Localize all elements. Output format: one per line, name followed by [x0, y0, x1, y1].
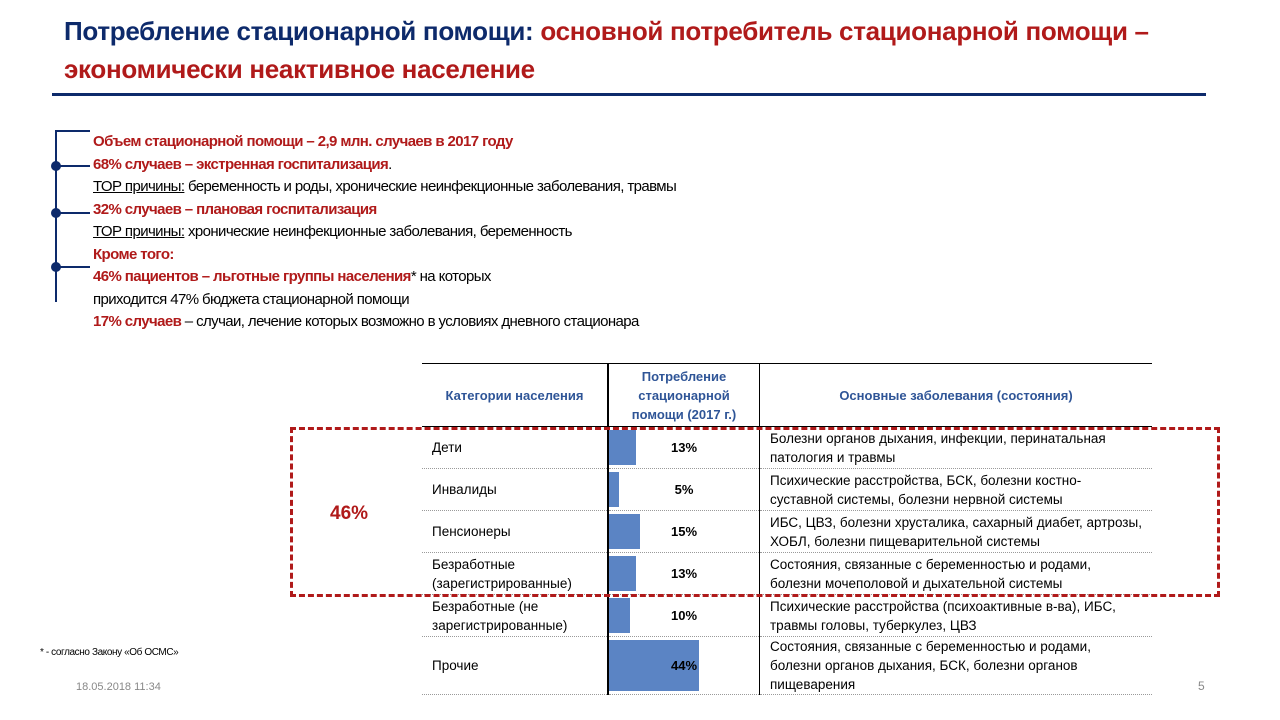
fact-privileged-tail: * на которых: [410, 268, 491, 285]
row-category: Безработные (зарегистрированные): [422, 553, 608, 595]
row-diseases: Состояния, связанные с беременностью и родами, болезни мочеполовой и дыхательной системы: [760, 553, 1153, 595]
row-diseases: Психические расстройства, БСК, болезни костно-суставной системы, болезни нервной системы: [760, 469, 1153, 511]
row-diseases: Психические расстройства (психоактивные в-ва), ИБС, травмы головы, туберкулез, ЦВЗ: [760, 595, 1153, 637]
header-category: Категории населения: [422, 364, 608, 427]
row-category: Пенсионеры: [422, 511, 608, 553]
row-value-cell: [608, 637, 760, 695]
row-category: Прочие: [422, 637, 608, 695]
slide-title: [64, 12, 1214, 88]
fact-moreover: Кроме того:: [93, 245, 174, 263]
header-consumption: Потребление стационарной помощи (2017 г.): [608, 364, 760, 427]
fact-volume: Объем стационарной помощи – 2,9 млн. случаев в 2017 году: [93, 133, 513, 150]
privileged-groups-highlight: [290, 427, 1220, 597]
top-reasons-label-2: ТОР причины:: [93, 223, 185, 240]
slide-datetime: 18.05.2018 11:34: [76, 681, 161, 693]
privileged-groups-share: 46%: [330, 503, 369, 524]
table-row: [422, 595, 1152, 637]
timeline-tick-1: [56, 165, 90, 167]
header-diseases: Основные заболевания (состояния): [760, 364, 1153, 427]
table-row: [422, 637, 1152, 695]
timeline-tick-top: [56, 130, 90, 132]
row-diseases: Состояния, связанные с беременностью и родами, болезни органов дыхания, БСК, болезни органов пищеварения: [760, 637, 1153, 695]
fact-budget: приходится 47% бюджета стационарной помощи: [93, 290, 409, 308]
footnote: * - согласно Закону «Об ОСМС»: [40, 647, 179, 658]
fact-privileged: 46% пациентов – льготные группы населения: [93, 268, 411, 285]
fact-emergency-tail: .: [388, 155, 392, 173]
fact-emergency: 68% случаев – экстренная госпитализация: [93, 155, 389, 173]
timeline-tick-2: [56, 212, 90, 214]
row-value-cell: [608, 595, 760, 637]
key-facts: [93, 131, 813, 334]
value-label: 44%: [670, 658, 698, 673]
row-category: Инвалиды: [422, 469, 608, 511]
page-number: 5: [1198, 679, 1205, 693]
value-label: 5%: [674, 482, 694, 497]
value-label: 15%: [670, 524, 698, 539]
top-reasons-label-1: ТОР причины:: [93, 178, 185, 195]
row-category: Безработные (не зарегистрированные): [422, 595, 608, 637]
title-part-2: основной потребитель стационарной помощи – экономически неактивное население: [64, 16, 1149, 84]
title-part-1: Потребление стационарной помощи:: [64, 16, 534, 46]
fact-day-hospital-tail: – случаи, лечение которых возможно в условиях дневного стационара: [181, 313, 639, 330]
row-diseases: ИБС, ЦВЗ, болезни хрусталика, сахарный диабет, артрозы, ХОБЛ, болезни пищеварительной системы: [760, 511, 1153, 553]
fact-planned: 32% случаев – плановая госпитализация: [93, 200, 377, 218]
timeline-tick-3: [56, 266, 90, 268]
row-category: Дети: [422, 427, 608, 469]
value-label: 10%: [670, 608, 698, 623]
fact-day-hospital: 17% случаев: [93, 313, 182, 330]
value-label: 13%: [670, 566, 698, 581]
top-reasons-text-1: беременность и роды, хронические неинфекционные заболевания, травмы: [184, 178, 677, 195]
value-label: 13%: [670, 440, 698, 455]
title-underline: [52, 93, 1206, 96]
row-diseases: Болезни органов дыхания, инфекции, перинатальная патология и травмы: [760, 427, 1153, 469]
top-reasons-text-2: хронические неинфекционные заболевания, беременность: [184, 223, 572, 240]
